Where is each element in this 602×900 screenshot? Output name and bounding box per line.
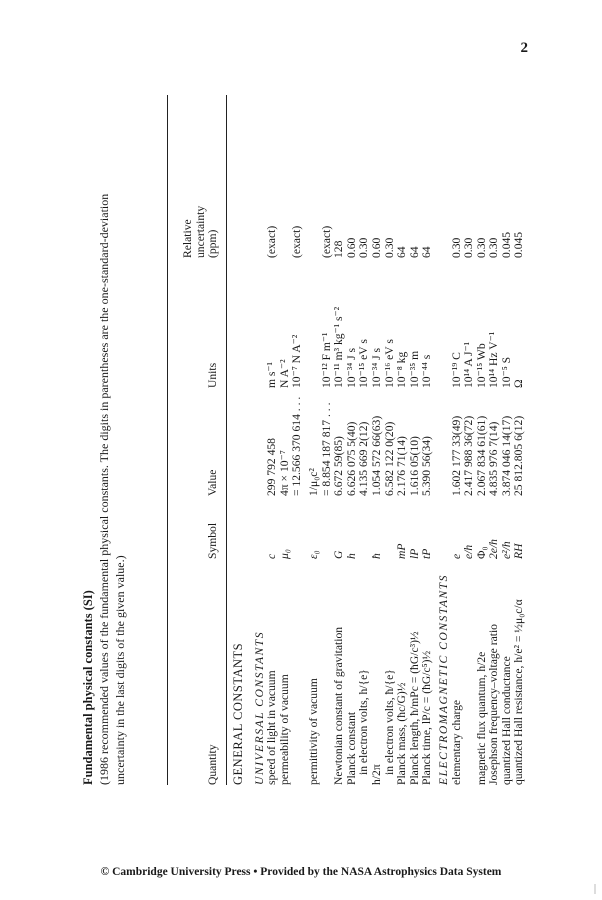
row-uncertainty: 0.30: [487, 237, 501, 258]
row-quantity: Planck time, lP/c = (ħG/c⁵)½: [420, 650, 434, 785]
row-value: 299 792 458: [265, 438, 279, 496]
row-units: 10⁻¹⁵ eV s: [357, 339, 371, 388]
page-number: 2: [520, 40, 528, 56]
row-uncertainty: 0.30: [382, 237, 396, 258]
column-header-row: [170, 95, 226, 785]
row-quantity: in electron volts, ħ/{e}: [382, 669, 396, 775]
table-row: [266, 95, 279, 785]
row-quantity: h/2π: [369, 764, 383, 785]
row-symbol: c: [265, 553, 279, 559]
table-description-line-1: (1986 recommended values of the fundamental physical constants. The digits in parentheses are the one-standard-deviation: [97, 193, 111, 785]
table-body: [228, 95, 526, 785]
table-row: [513, 95, 526, 785]
row-value: 2.067 834 61(61): [474, 415, 488, 496]
table-row: [308, 95, 321, 785]
header-quantity: Quantity: [206, 744, 220, 785]
row-quantity: elementary charge: [449, 699, 463, 785]
row-value: 4π × 10⁻⁷: [277, 450, 291, 496]
table-row: [396, 95, 409, 785]
row-uncertainty: 64: [420, 246, 434, 258]
row-value: 4.835 976 7(14): [487, 421, 501, 496]
row-value: 1/μ₀c²: [306, 468, 320, 496]
row-symbol: mP: [395, 543, 409, 559]
row-symbol: tP: [420, 548, 434, 559]
row-quantity: Planck constant: [344, 711, 358, 785]
row-uncertainty: 0.045: [512, 231, 526, 258]
row-units: 10⁻³⁵ m: [407, 350, 421, 388]
table-row: [488, 95, 501, 785]
row-uncertainty: 0.60: [344, 237, 358, 258]
row-symbol: lP: [407, 548, 421, 559]
table-description-line-2: uncertainty in the last digits of the given value.): [113, 555, 127, 785]
constants-table-block: [81, 85, 602, 785]
row-symbol: RH: [512, 543, 526, 559]
header-value: Value: [206, 469, 220, 496]
row-value: 2.176 71(14): [395, 436, 409, 496]
row-symbol: 2e/h: [487, 539, 501, 559]
row-symbol: μ₀: [277, 549, 291, 559]
row-uncertainty: 128: [332, 240, 346, 258]
row-units: 10⁻⁸ kg: [395, 351, 409, 388]
row-uncertainty: 0.045: [499, 231, 513, 258]
row-value: 25 812.805 6(12): [512, 415, 526, 496]
row-value: 6.582 122 0(20): [382, 421, 396, 496]
header-uncertainty-line-2: uncertainty: [193, 205, 207, 258]
row-quantity: permittivity of vacuum: [306, 678, 320, 785]
row-value: 1.602 177 33(49): [449, 415, 463, 496]
row-units: N A⁻²: [277, 359, 291, 388]
row-value: 1.616 05(10): [407, 436, 421, 496]
row-uncertainty: 0.30: [357, 237, 371, 258]
row-units: 10⁻¹⁵ Wb: [474, 343, 488, 388]
table-row: [291, 95, 304, 785]
row-value: 1.054 572 66(63): [369, 415, 383, 496]
header-uncertainty-line-3: (ppm): [206, 229, 220, 258]
row-units: m s⁻¹: [265, 361, 279, 388]
row-uncertainty: (exact): [319, 225, 333, 258]
row-value: 6.626 075 5(40): [344, 421, 358, 496]
row-symbol: G: [332, 550, 346, 559]
row-quantity: quantized Hall resistance, h/e² = ½μ₀c/α: [512, 599, 526, 785]
row-uncertainty: (exact): [290, 225, 304, 258]
row-value: 6.672 59(85): [332, 436, 346, 496]
row-units: 10¹⁴ Hz V⁻¹: [487, 331, 501, 388]
row-quantity: in electron volts, h/{e}: [357, 669, 371, 775]
row-value: 3.874 046 14(17): [499, 415, 513, 496]
row-quantity: Josephson frequency–voltage ratio: [487, 624, 501, 785]
row-units: 10⁻¹² F m⁻¹: [319, 332, 333, 388]
row-units: 10⁻⁵ S: [499, 356, 513, 388]
table-row: [333, 95, 346, 785]
row-units: 10⁻³⁴ J s: [369, 347, 383, 388]
row-units: 10⁻¹⁹ C: [449, 352, 463, 388]
row-symbol: ħ: [369, 553, 383, 559]
section-electromagnetic-constants: ELECTROMAGNETIC CONSTANTS: [436, 574, 450, 785]
row-units: Ω: [512, 379, 526, 388]
row-units: 10⁻⁷ N A⁻²: [290, 334, 304, 388]
table-row: [463, 95, 476, 785]
row-uncertainty: 0.30: [462, 237, 476, 258]
row-quantity: quantized Hall conductance: [499, 656, 513, 785]
row-uncertainty: 0.60: [369, 237, 383, 258]
section-universal-constants: UNIVERSAL CONSTANTS: [252, 630, 266, 785]
row-units: 10⁻⁴⁴ s: [420, 354, 434, 388]
row-units: 10⁻¹¹ m³ kg⁻¹ s⁻²: [332, 306, 346, 388]
row-units: 10¹⁴ A J⁻¹: [462, 341, 476, 388]
header-units: Units: [206, 362, 220, 388]
section-general-constants: GENERAL CONSTANTS: [231, 642, 245, 785]
row-units: 10⁻³⁴ J s: [344, 347, 358, 388]
row-quantity: Planck length, ħ/mPc = (ħG/c³)½: [407, 631, 421, 785]
row-quantity: Planck mass, (ħc/G)½: [395, 682, 409, 785]
header-bottom-rule: [226, 95, 227, 785]
row-value: 5.390 56(34): [420, 436, 434, 496]
row-units: 10⁻¹⁶ eV s: [382, 339, 396, 388]
table-row: [371, 95, 384, 785]
row-uncertainty: 0.30: [449, 237, 463, 258]
row-quantity: speed of light in vacuum: [265, 670, 279, 785]
header-uncertainty: [182, 206, 220, 258]
row-value: = 12.566 370 614 . . .: [290, 396, 304, 496]
row-symbol: e/h: [462, 544, 476, 559]
row-value: = 8.854 187 817 . . .: [319, 402, 333, 496]
table-title: Fundamental physical constants (SI): [81, 590, 95, 785]
row-uncertainty: 64: [395, 246, 409, 258]
row-symbol: e²/h: [499, 541, 513, 559]
header-uncertainty-line-1: Relative: [181, 219, 195, 258]
row-uncertainty: (exact): [265, 225, 279, 258]
header-symbol: Symbol: [206, 522, 220, 559]
row-symbol: Φ₀: [474, 546, 488, 559]
header-top-rule: [167, 95, 168, 785]
row-quantity: permeability of vacuum: [277, 674, 291, 785]
row-quantity: Newtonian constant of gravitation: [332, 626, 346, 785]
provenance-footer: © Cambridge University Press • Provided by the NASA Astrophysics Data System: [100, 866, 502, 878]
row-symbol: e: [449, 553, 463, 559]
row-symbol: ε₀: [306, 550, 320, 559]
row-value: 2.417 988 36(72): [462, 415, 476, 496]
row-symbol: h: [344, 553, 358, 559]
row-uncertainty: 64: [407, 246, 421, 258]
row-uncertainty: 0.30: [474, 237, 488, 258]
table-row: [421, 95, 434, 785]
row-value: 4.135 669 2(12): [357, 421, 371, 496]
row-quantity: magnetic flux quantum, h/2e: [474, 651, 488, 785]
scan-edge-artifact: [594, 884, 596, 894]
